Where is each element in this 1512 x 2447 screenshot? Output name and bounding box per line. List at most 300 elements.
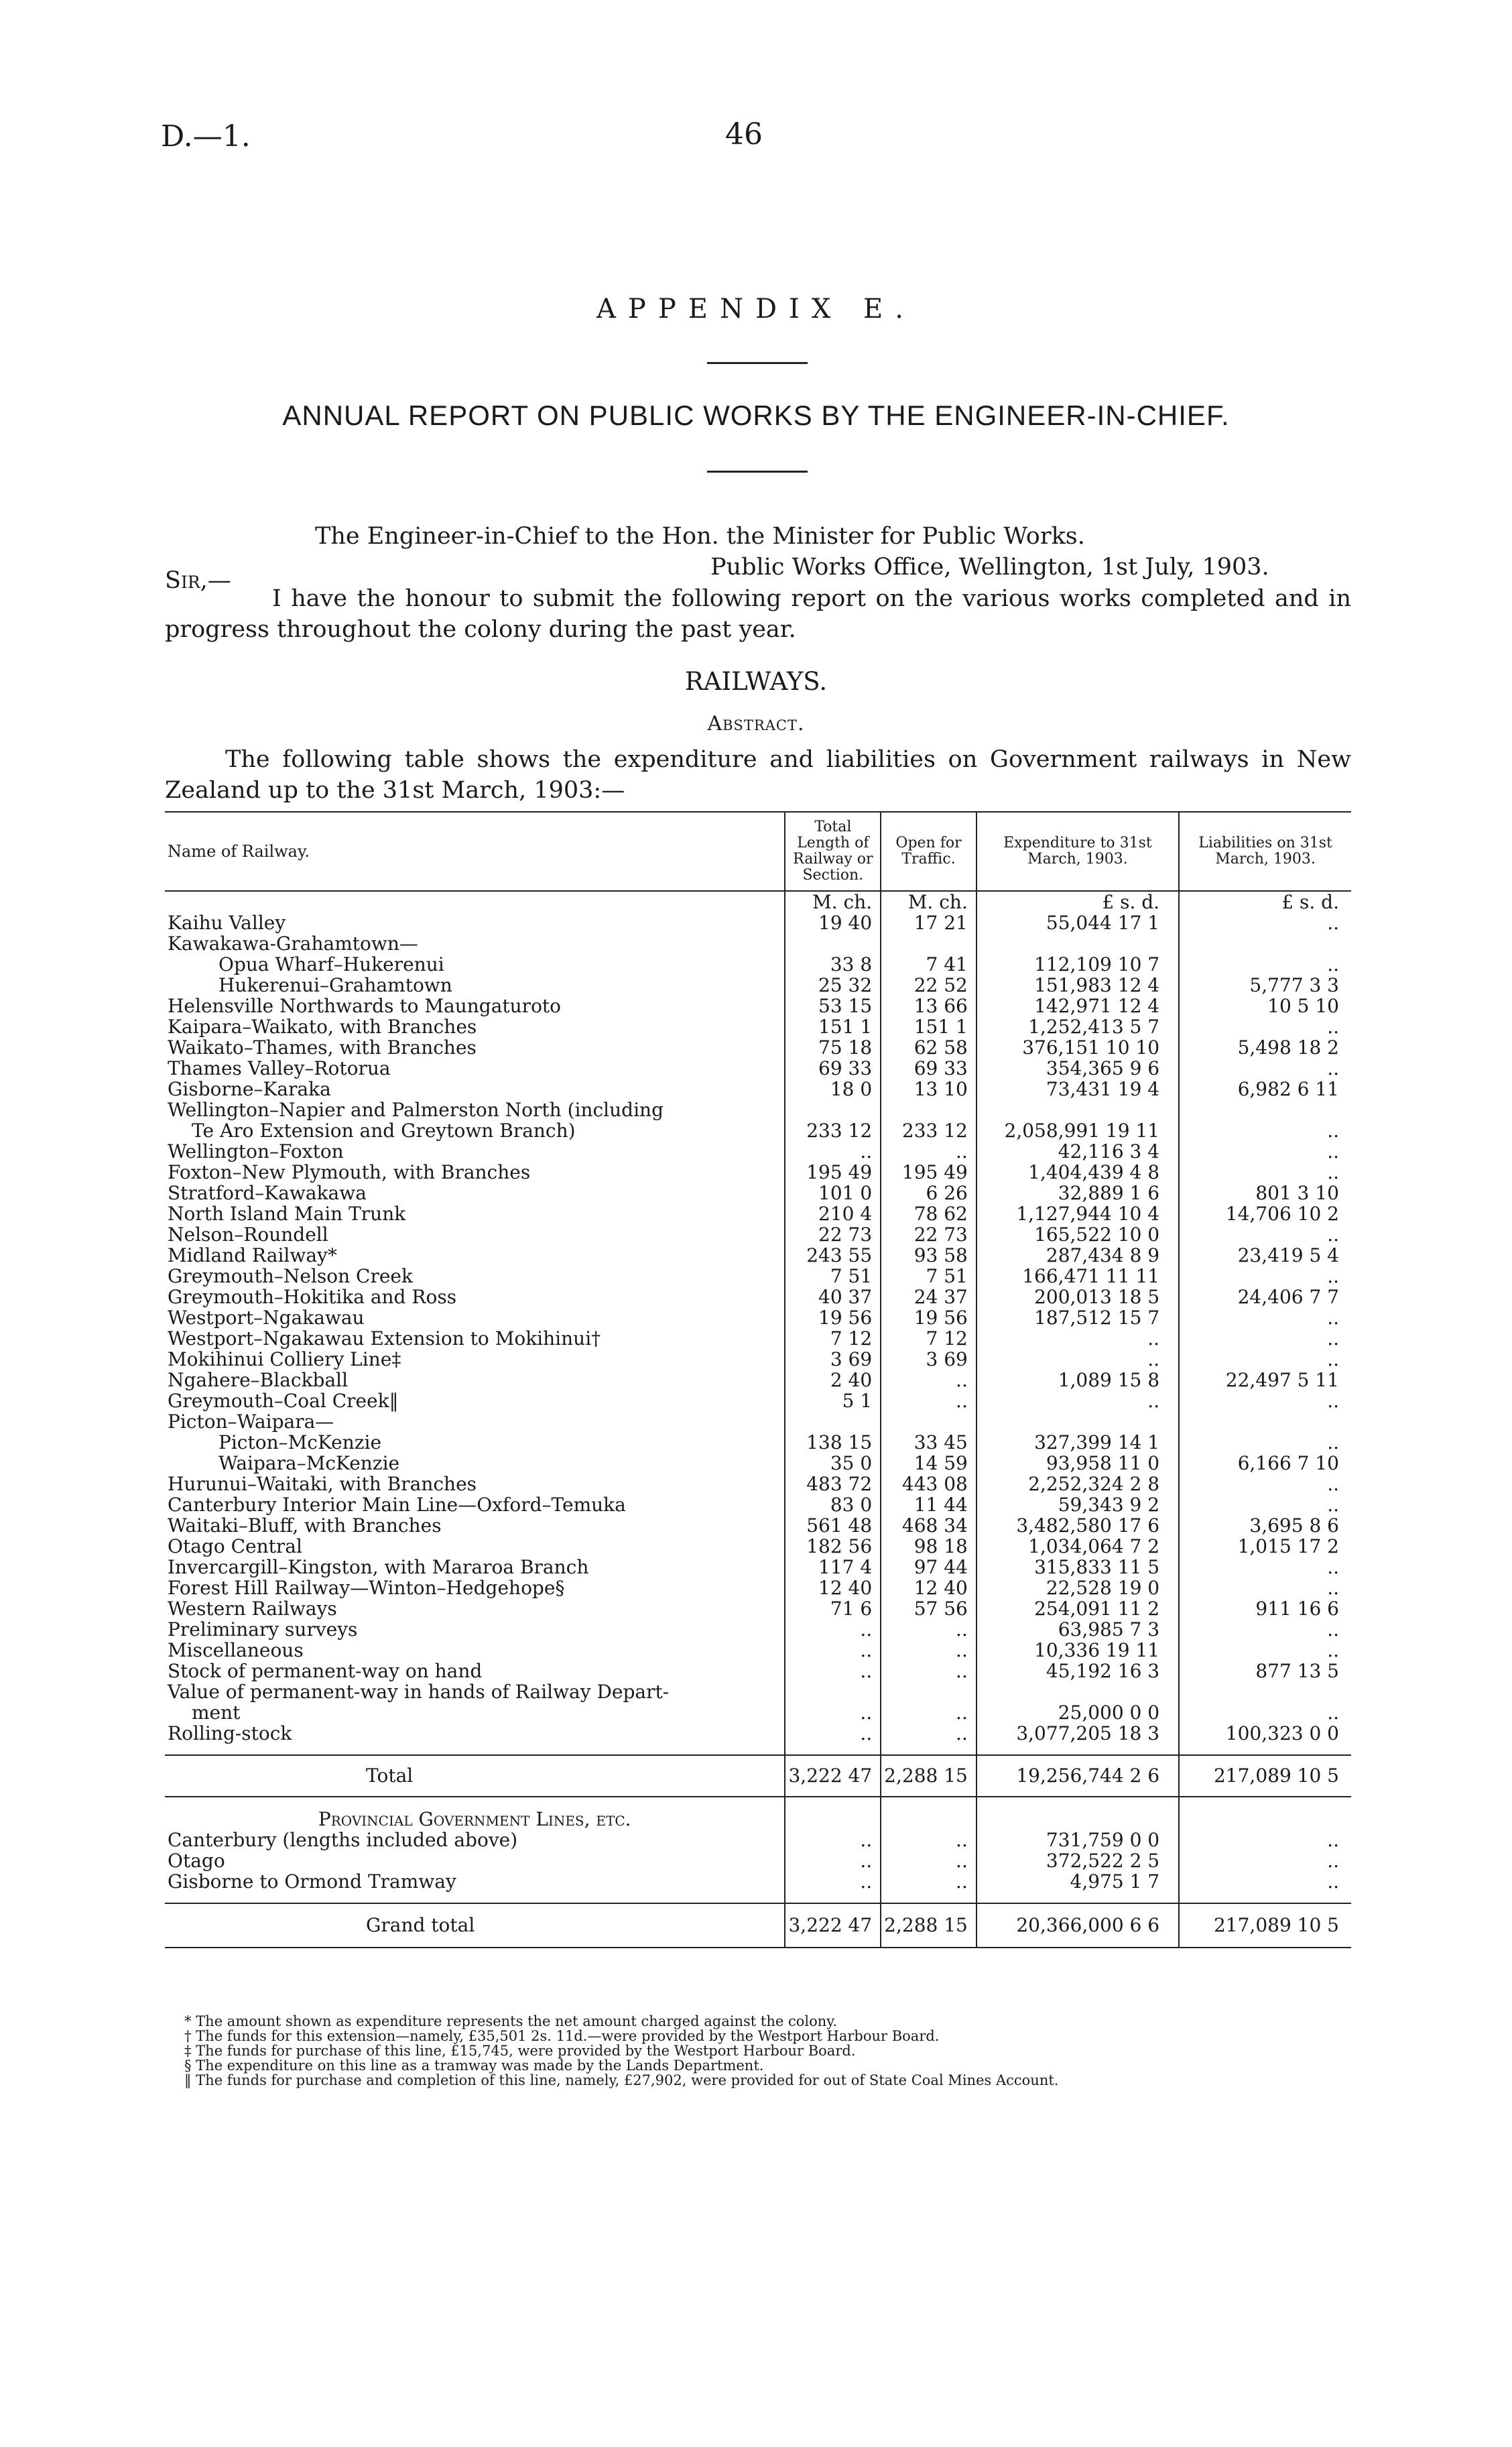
row-open: .. — [881, 1370, 976, 1390]
row-liabilities — [1179, 1411, 1351, 1432]
row-name: Value of permanent-way in hands of Railway Depart- — [168, 1681, 670, 1703]
table-row — [165, 1474, 1351, 1494]
row-length: 151 1 — [785, 1016, 881, 1037]
row-name: Midland Railway* — [168, 1244, 337, 1266]
row-liabilities: .. — [1179, 1120, 1351, 1141]
row-length: 182 56 — [785, 1536, 881, 1557]
table-row — [165, 1349, 1351, 1370]
row-open: 78 62 — [881, 1203, 976, 1224]
footnote: ‖ The funds for purchase and completion of this line, namely, £27,902, were provided for out of State Coal Mines Account. — [184, 2072, 1059, 2088]
row-name: Waitaki–Bluff, with Branches — [168, 1514, 442, 1537]
table-row — [165, 933, 1351, 954]
row-expenditure: 166,471 11 11 — [976, 1266, 1179, 1287]
table-row — [165, 1307, 1351, 1328]
row-length — [785, 1099, 881, 1120]
table-row — [165, 1598, 1351, 1619]
row-name: Western Railways — [168, 1598, 337, 1620]
row-expenditure: 254,091 11 2 — [976, 1598, 1179, 1619]
table-row — [165, 1183, 1351, 1203]
header-name: Name of Railway. — [165, 812, 785, 891]
row-name: Grand total — [165, 1903, 785, 1948]
table-row — [165, 1099, 1351, 1120]
row-open — [881, 1099, 976, 1120]
row-open: 24 37 — [881, 1287, 976, 1307]
footnote: † The funds for this extension—namely, £35,501 2s. 11d.—were provided by the Westport Harbour Board. — [184, 2028, 940, 2044]
row-expenditure: 142,971 12 4 — [976, 996, 1179, 1016]
table-row — [165, 1058, 1351, 1079]
row-length: 19 40 — [785, 912, 881, 933]
row-length: .. — [785, 1640, 881, 1661]
table-row — [165, 1755, 1351, 1797]
row-open: 14 59 — [881, 1453, 976, 1474]
row-name: Greymouth–Hokitika and Ross — [168, 1286, 457, 1308]
row-name: Greymouth–Nelson Creek — [168, 1265, 413, 1287]
table-row — [165, 1640, 1351, 1661]
row-open: .. — [881, 1850, 976, 1871]
row-length: 5 1 — [785, 1390, 881, 1411]
row-name: Picton–Waipara— — [168, 1411, 334, 1433]
row-length: 7 12 — [785, 1328, 881, 1349]
row-open: 22 52 — [881, 975, 976, 996]
table-row — [165, 1120, 1351, 1141]
row-length: 53 15 — [785, 996, 881, 1016]
row-name: Wellington–Napier and Palmerston North (including — [168, 1099, 664, 1121]
row-name: Foxton–New Plymouth, with Branches — [168, 1161, 531, 1183]
row-length: 2 40 — [785, 1370, 881, 1390]
row-name: Opua Wharf–Hukerenui — [218, 953, 444, 975]
row-liabilities: 22,497 5 11 — [1179, 1370, 1351, 1390]
footnote: § The expenditure on this line as a tramway was made by the Lands Department. — [184, 2057, 764, 2074]
unit-length: M. ch. — [785, 891, 881, 912]
row-open: 233 12 — [881, 1120, 976, 1141]
row-name: Total — [165, 1755, 785, 1797]
row-expenditure — [976, 1099, 1179, 1120]
row-name: Kaihu Valley — [168, 912, 286, 934]
unit-open: M. ch. — [881, 891, 976, 912]
row-length: 3,222 47 — [785, 1755, 881, 1797]
row-open: 93 58 — [881, 1245, 976, 1266]
row-expenditure: 165,522 10 0 — [976, 1224, 1179, 1245]
row-expenditure: 200,013 18 5 — [976, 1287, 1179, 1307]
row-liabilities: 6,982 6 11 — [1179, 1079, 1351, 1099]
row-liabilities: 217,089 10 5 — [1179, 1755, 1351, 1797]
row-open: 19 56 — [881, 1307, 976, 1328]
row-open: 443 08 — [881, 1474, 976, 1494]
railway-expenditure-table — [165, 811, 1351, 1948]
table-row — [165, 1370, 1351, 1390]
row-open: .. — [881, 1723, 976, 1744]
row-name: Greymouth–Coal Creek‖ — [168, 1390, 399, 1412]
row-expenditure — [976, 1681, 1179, 1702]
unit-liabilities: £ s. d. — [1179, 891, 1351, 912]
row-name: Nelson–Roundell — [168, 1224, 328, 1246]
table-row — [165, 1328, 1351, 1349]
row-name: Helensville Northwards to Maungaturoto — [168, 995, 562, 1017]
row-length — [785, 1681, 881, 1702]
row-liabilities: .. — [1179, 954, 1351, 975]
row-name: Otago Central — [168, 1535, 302, 1557]
row-open: 98 18 — [881, 1536, 976, 1557]
row-expenditure: 372,522 2 5 — [976, 1850, 1179, 1871]
table-row — [165, 912, 1351, 933]
salutation: Sir,— — [165, 567, 231, 594]
row-length: 69 33 — [785, 1058, 881, 1079]
row-liabilities: .. — [1179, 1474, 1351, 1494]
row-expenditure: 2,252,324 2 8 — [976, 1474, 1179, 1494]
row-name: Preliminary surveys — [168, 1618, 358, 1640]
row-length: 233 12 — [785, 1120, 881, 1141]
page-number: 46 — [725, 117, 763, 152]
row-liabilities: .. — [1179, 1619, 1351, 1640]
row-expenditure: 1,089 15 8 — [976, 1370, 1179, 1390]
row-name: Waipara–McKenzie — [218, 1452, 400, 1474]
spacer-row — [165, 1744, 1351, 1755]
row-open: 6 26 — [881, 1183, 976, 1203]
table-row — [165, 1702, 1351, 1723]
row-liabilities: 6,166 7 10 — [1179, 1453, 1351, 1474]
row-open: 13 10 — [881, 1079, 976, 1099]
row-length: 243 55 — [785, 1245, 881, 1266]
row-length: 35 0 — [785, 1453, 881, 1474]
table-row — [165, 1681, 1351, 1702]
row-open: .. — [881, 1830, 976, 1850]
row-liabilities: .. — [1179, 1141, 1351, 1162]
row-name: Stock of permanent-way on hand — [168, 1660, 483, 1682]
table-row — [165, 1245, 1351, 1266]
row-expenditure: 315,833 11 5 — [976, 1557, 1179, 1577]
row-open: .. — [881, 1619, 976, 1640]
row-open: .. — [881, 1390, 976, 1411]
row-expenditure: 55,044 17 1 — [976, 912, 1179, 933]
row-name: Miscellaneous — [168, 1639, 304, 1661]
row-liabilities: .. — [1179, 1307, 1351, 1328]
row-length: 40 37 — [785, 1287, 881, 1307]
row-name: Gisborne to Ormond Tramway — [168, 1870, 456, 1893]
table-row — [165, 1453, 1351, 1474]
row-expenditure: .. — [976, 1349, 1179, 1370]
row-open: 195 49 — [881, 1162, 976, 1183]
row-open: 33 45 — [881, 1432, 976, 1453]
row-name: Canterbury Interior Main Line—Oxford–Temuka — [168, 1494, 626, 1516]
row-open: 2,288 15 — [881, 1903, 976, 1948]
row-liabilities: .. — [1179, 1640, 1351, 1661]
row-expenditure: 376,151 10 10 — [976, 1037, 1179, 1058]
row-length: .. — [785, 1141, 881, 1162]
row-open: 151 1 — [881, 1016, 976, 1037]
row-liabilities: 23,419 5 4 — [1179, 1245, 1351, 1266]
row-open: .. — [881, 1702, 976, 1723]
row-name: Westport–Ngakawau Extension to Mokihinui† — [168, 1327, 601, 1350]
table-row — [165, 996, 1351, 1016]
row-open: 17 21 — [881, 912, 976, 933]
row-length — [785, 933, 881, 954]
row-length: .. — [785, 1830, 881, 1850]
row-length: .. — [785, 1723, 881, 1744]
table-row — [165, 1390, 1351, 1411]
row-expenditure: 187,512 15 7 — [976, 1307, 1179, 1328]
table-row — [165, 1287, 1351, 1307]
row-liabilities: 217,089 10 5 — [1179, 1903, 1351, 1948]
table-row — [165, 954, 1351, 975]
footnote: ‡ The funds for purchase of this line, £15,745, were provided by the Westport Harbour Board. — [184, 2043, 856, 2059]
row-liabilities: .. — [1179, 1162, 1351, 1183]
row-expenditure: 2,058,991 19 11 — [976, 1120, 1179, 1141]
row-liabilities: 3,695 8 6 — [1179, 1515, 1351, 1536]
row-liabilities: 10 5 10 — [1179, 996, 1351, 1016]
row-length: .. — [785, 1661, 881, 1681]
row-liabilities: .. — [1179, 1432, 1351, 1453]
row-expenditure: 3,077,205 18 3 — [976, 1723, 1179, 1744]
row-open: 57 56 — [881, 1598, 976, 1619]
header-open: Open for Traffic. — [881, 812, 976, 891]
table-row — [165, 1903, 1351, 1948]
row-length: 75 18 — [785, 1037, 881, 1058]
header-length: Total Length of Railway or Section. — [785, 812, 881, 891]
row-liabilities: 877 13 5 — [1179, 1661, 1351, 1681]
row-liabilities: 14,706 10 2 — [1179, 1203, 1351, 1224]
row-name: Hurunui–Waitaki, with Branches — [168, 1473, 477, 1495]
row-expenditure: 93,958 11 0 — [976, 1453, 1179, 1474]
row-length: 18 0 — [785, 1079, 881, 1099]
row-name: Gisborne–Karaka — [168, 1078, 331, 1100]
intro-paragraph: I have the honour to submit the following report on the various works completed and in progress throughout the colony during the past year. — [165, 585, 1351, 643]
row-expenditure: 20,366,000 6 6 — [976, 1903, 1179, 1948]
table-row — [165, 1515, 1351, 1536]
provincial-heading: Provincial Government Lines, etc. — [318, 1808, 631, 1830]
row-length: 25 32 — [785, 975, 881, 996]
row-expenditure: .. — [976, 1328, 1179, 1349]
spacer-row — [165, 1892, 1351, 1903]
table-row — [165, 1266, 1351, 1287]
row-expenditure: 3,482,580 17 6 — [976, 1515, 1179, 1536]
row-length: 12 40 — [785, 1577, 881, 1598]
table-row — [165, 1661, 1351, 1681]
subsection-heading: Abstract. — [707, 712, 805, 735]
row-liabilities: 801 3 10 — [1179, 1183, 1351, 1203]
row-open: 12 40 — [881, 1577, 976, 1598]
row-open: 22 73 — [881, 1224, 976, 1245]
appendix-heading: APPENDIX E. — [596, 294, 916, 324]
row-expenditure: 287,434 8 9 — [976, 1245, 1179, 1266]
row-length: 195 49 — [785, 1162, 881, 1183]
table-row — [165, 1536, 1351, 1557]
table-row — [165, 1830, 1351, 1850]
table-row — [165, 1037, 1351, 1058]
row-liabilities: .. — [1179, 1016, 1351, 1037]
table-row — [165, 1141, 1351, 1162]
row-open: 97 44 — [881, 1557, 976, 1577]
row-length: 71 6 — [785, 1598, 881, 1619]
table-row — [165, 1723, 1351, 1744]
row-name: ment — [192, 1702, 241, 1724]
office-dateline: Public Works Office, Wellington, 1st July, 1903. — [710, 554, 1269, 581]
row-expenditure: 112,109 10 7 — [976, 954, 1179, 975]
row-name: Mokihinui Colliery Line‡ — [168, 1348, 401, 1370]
table-row — [165, 1203, 1351, 1224]
row-name: Thames Valley–Rotorua — [168, 1057, 391, 1079]
row-open — [881, 1681, 976, 1702]
table-row — [165, 975, 1351, 996]
row-name: Rolling-stock — [168, 1722, 292, 1744]
row-liabilities: 5,777 3 3 — [1179, 975, 1351, 996]
row-length: 19 56 — [785, 1307, 881, 1328]
row-liabilities: 100,323 0 0 — [1179, 1723, 1351, 1744]
row-liabilities — [1179, 1681, 1351, 1702]
row-name: Westport–Ngakawau — [168, 1307, 365, 1329]
row-open: .. — [881, 1640, 976, 1661]
row-length: 210 4 — [785, 1203, 881, 1224]
row-expenditure: 63,985 7 3 — [976, 1619, 1179, 1640]
row-name: Waikato–Thames, with Branches — [168, 1036, 477, 1059]
row-name: North Island Main Trunk — [168, 1203, 406, 1225]
table-row — [165, 1016, 1351, 1037]
row-name: Stratford–Kawakawa — [168, 1182, 367, 1204]
row-name: Te Aro Extension and Greytown Branch) — [192, 1120, 576, 1142]
header-liabilities: Liabilities on 31st March, 1903. — [1179, 812, 1351, 891]
row-liabilities: .. — [1179, 1224, 1351, 1245]
row-length: 101 0 — [785, 1183, 881, 1203]
row-expenditure: 1,404,439 4 8 — [976, 1162, 1179, 1183]
table-header-row — [165, 812, 1351, 891]
address-line — [315, 523, 1085, 550]
row-liabilities: .. — [1179, 1390, 1351, 1411]
row-liabilities: .. — [1179, 1349, 1351, 1370]
table-row — [165, 1850, 1351, 1871]
table-row — [165, 1411, 1351, 1432]
title-divider — [707, 471, 808, 473]
heading-divider — [707, 362, 808, 364]
row-expenditure: 22,528 19 0 — [976, 1577, 1179, 1598]
row-liabilities: 1,015 17 2 — [1179, 1536, 1351, 1557]
row-open: .. — [881, 1141, 976, 1162]
row-name: Kaipara–Waikato, with Branches — [168, 1016, 477, 1038]
row-open: 7 51 — [881, 1266, 976, 1287]
table-row — [165, 1557, 1351, 1577]
table-row — [165, 1619, 1351, 1640]
row-liabilities: .. — [1179, 1702, 1351, 1723]
row-liabilities: .. — [1179, 1850, 1351, 1871]
row-expenditure: .. — [976, 1390, 1179, 1411]
row-liabilities: .. — [1179, 1328, 1351, 1349]
row-expenditure: 4,975 1 7 — [976, 1871, 1179, 1892]
row-liabilities: .. — [1179, 1266, 1351, 1287]
row-open: 7 41 — [881, 954, 976, 975]
row-name: Forest Hill Railway—Winton–Hedgehope§ — [168, 1577, 565, 1599]
row-liabilities — [1179, 1099, 1351, 1120]
row-liabilities: .. — [1179, 1494, 1351, 1515]
row-liabilities — [1179, 933, 1351, 954]
row-name: Wellington–Foxton — [168, 1140, 344, 1162]
row-expenditure: 73,431 19 4 — [976, 1079, 1179, 1099]
table-row — [165, 1432, 1351, 1453]
table-row — [165, 1162, 1351, 1183]
row-expenditure: 19,256,744 2 6 — [976, 1755, 1179, 1797]
row-open: 69 33 — [881, 1058, 976, 1079]
address-text: The Engineer-in-Chief to the Hon. the Minister for Public Works. — [315, 523, 1085, 550]
row-liabilities: .. — [1179, 912, 1351, 933]
row-expenditure: 59,343 9 2 — [976, 1494, 1179, 1515]
row-expenditure: 1,127,944 10 4 — [976, 1203, 1179, 1224]
row-open: 13 66 — [881, 996, 976, 1016]
unit-expenditure: £ s. d. — [976, 891, 1179, 912]
row-length: 138 15 — [785, 1432, 881, 1453]
row-name: Invercargill–Kingston, with Mararoa Branch — [168, 1556, 589, 1578]
row-expenditure: 1,034,064 7 2 — [976, 1536, 1179, 1557]
row-open: 7 12 — [881, 1328, 976, 1349]
row-name: Otago — [168, 1850, 225, 1872]
footnote: * The amount shown as expenditure represents the net amount charged against the colony. — [184, 2013, 837, 2029]
row-open — [881, 1411, 976, 1432]
row-name: Hukerenui–Grahamtown — [218, 974, 452, 996]
units-row — [165, 891, 1351, 912]
section-heading: RAILWAYS. — [684, 667, 828, 696]
table-row — [165, 1871, 1351, 1892]
row-length: 3 69 — [785, 1349, 881, 1370]
row-open — [881, 933, 976, 954]
row-length: 22 73 — [785, 1224, 881, 1245]
row-expenditure: 1,252,413 5 7 — [976, 1016, 1179, 1037]
row-length: 33 8 — [785, 954, 881, 975]
row-expenditure — [976, 1411, 1179, 1432]
row-liabilities: .. — [1179, 1577, 1351, 1598]
table-row — [165, 1079, 1351, 1099]
row-liabilities: .. — [1179, 1871, 1351, 1892]
row-length: .. — [785, 1619, 881, 1640]
row-open: 11 44 — [881, 1494, 976, 1515]
row-expenditure: 327,399 14 1 — [976, 1432, 1179, 1453]
table-intro: The following table shows the expenditure and liabilities on Government railways in New Zealand up to the 31st March, 1903:— — [165, 746, 1351, 804]
row-open: .. — [881, 1871, 976, 1892]
row-name: Kawakawa-Grahamtown— — [168, 933, 418, 955]
row-liabilities: 24,406 7 7 — [1179, 1287, 1351, 1307]
row-liabilities: .. — [1179, 1557, 1351, 1577]
provincial-heading-row — [165, 1797, 1351, 1830]
row-liabilities: 5,498 18 2 — [1179, 1037, 1351, 1058]
row-liabilities: 911 16 6 — [1179, 1598, 1351, 1619]
row-length — [785, 1411, 881, 1432]
row-open: 2,288 15 — [881, 1755, 976, 1797]
row-expenditure — [976, 933, 1179, 954]
row-length: .. — [785, 1850, 881, 1871]
row-open: 62 58 — [881, 1037, 976, 1058]
row-expenditure: 731,759 0 0 — [976, 1830, 1179, 1850]
row-length: 117 4 — [785, 1557, 881, 1577]
row-expenditure: 42,116 3 4 — [976, 1141, 1179, 1162]
table-row — [165, 1224, 1351, 1245]
row-length: 483 72 — [785, 1474, 881, 1494]
row-open: 468 34 — [881, 1515, 976, 1536]
header-expenditure: Expenditure to 31st March, 1903. — [976, 812, 1179, 891]
footnotes — [184, 2014, 1364, 2088]
row-liabilities: .. — [1179, 1058, 1351, 1079]
document-reference: D.—1. — [161, 119, 251, 154]
report-title: ANNUAL REPORT ON PUBLIC WORKS BY THE ENGINEER-IN-CHIEF. — [282, 400, 1230, 431]
row-expenditure: 45,192 16 3 — [976, 1661, 1179, 1681]
row-open: .. — [881, 1661, 976, 1681]
row-length: 7 51 — [785, 1266, 881, 1287]
row-name: Ngahere–Blackball — [168, 1369, 349, 1391]
row-name: Picton–McKenzie — [218, 1431, 382, 1453]
row-length: 83 0 — [785, 1494, 881, 1515]
row-length: 561 48 — [785, 1515, 881, 1536]
row-length: 3,222 47 — [785, 1903, 881, 1948]
row-length: .. — [785, 1702, 881, 1723]
row-expenditure: 25,000 0 0 — [976, 1702, 1179, 1723]
row-expenditure: 10,336 19 11 — [976, 1640, 1179, 1661]
row-name: Canterbury (lengths included above) — [168, 1829, 518, 1851]
row-open: 3 69 — [881, 1349, 976, 1370]
row-length: .. — [785, 1871, 881, 1892]
